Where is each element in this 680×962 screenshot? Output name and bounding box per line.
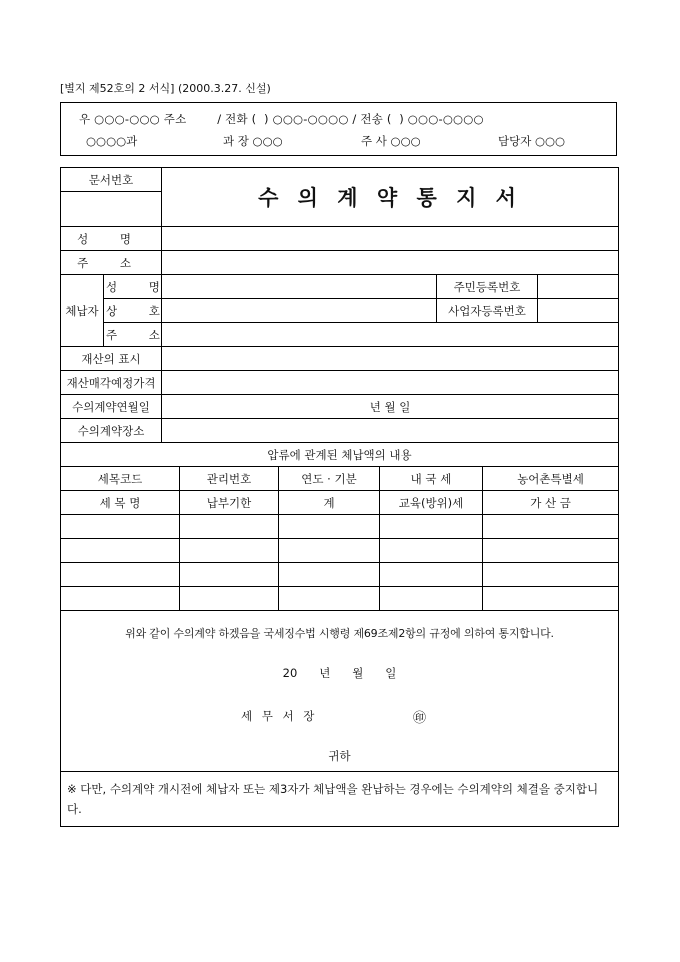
column-header: 내 국 세 — [380, 467, 483, 491]
table-cell[interactable] — [61, 515, 180, 539]
taxpayer-name-field[interactable] — [162, 275, 437, 299]
table-cell[interactable] — [483, 539, 619, 563]
table-cell[interactable] — [180, 539, 279, 563]
form-number-note: [별지 제52호의 2 서식] (2000.3.27. 신설) — [60, 82, 271, 95]
contract-date-label: 수의계약연월일 — [61, 395, 162, 419]
taxpayer-address-field[interactable] — [162, 323, 619, 347]
footnote: ※ 다만, 수의계약 개시전에 체납자 또는 제3자가 체납액을 완납하는 경우에는 수의계약의 체결을 중지합니다. — [61, 772, 619, 827]
addressee-label: 귀하 — [328, 749, 351, 763]
column-header: 농어촌특별세 — [483, 467, 619, 491]
person-in-charge: 담당자 ○○○ — [498, 134, 566, 148]
notice-statement: 위와 같이 수의계약 하겠음을 국세징수법 시행령 제69조제2항의 규정에 의하여 통지합니다. — [125, 627, 554, 640]
column-header: 계 — [279, 491, 380, 515]
table-cell[interactable] — [180, 563, 279, 587]
table-cell[interactable] — [61, 539, 180, 563]
sale-price-field[interactable] — [162, 371, 619, 395]
seal-mark: ㊞ — [413, 711, 427, 726]
name-label: 성 명 — [61, 227, 162, 251]
doc-number-field[interactable] — [61, 192, 162, 227]
contract-place-field[interactable] — [162, 419, 619, 443]
column-header: 가 산 금 — [483, 491, 619, 515]
table-cell[interactable] — [380, 563, 483, 587]
taxpayer-trade-field[interactable] — [162, 299, 437, 323]
table-cell[interactable] — [483, 587, 619, 611]
name-field[interactable] — [162, 227, 619, 251]
sale-price-label: 재산매각예정가격 — [61, 371, 162, 395]
column-header: 세목코드 — [61, 467, 180, 491]
table-cell[interactable] — [380, 515, 483, 539]
taxpayer-name-label: 성 명 — [104, 275, 162, 299]
property-field[interactable] — [162, 347, 619, 371]
page-title: 수 의 계 약 통 지 서 — [162, 168, 619, 227]
notice-date: 20 년 월 일 — [282, 666, 397, 680]
column-header: 납부기한 — [180, 491, 279, 515]
table-cell[interactable] — [61, 563, 180, 587]
property-label: 재산의 표시 — [61, 347, 162, 371]
business-number-field[interactable] — [538, 299, 619, 323]
table-cell[interactable] — [279, 515, 380, 539]
table-cell[interactable] — [483, 515, 619, 539]
contract-notice-form — [60, 167, 619, 827]
address-label: 주 소 — [61, 251, 162, 275]
table-cell[interactable] — [279, 587, 380, 611]
table-row — [61, 539, 619, 563]
address-field[interactable] — [162, 251, 619, 275]
section-chief: 과 장 ○○○ — [223, 134, 283, 148]
seizure-section-header: 압류에 관계된 체납액의 내용 — [61, 443, 619, 467]
table-cell[interactable] — [279, 539, 380, 563]
sender-info-box — [60, 102, 617, 156]
officer-name: 주 사 ○○○ — [361, 134, 421, 148]
taxpayer-trade-label: 상 호 — [104, 299, 162, 323]
taxpayer-label: 체납자 — [61, 275, 104, 347]
table-row — [61, 515, 619, 539]
column-header: 세 목 명 — [61, 491, 180, 515]
contract-place-label: 수의계약장소 — [61, 419, 162, 443]
tax-office-head: 세 무 서 장 — [241, 709, 318, 723]
table-cell[interactable] — [61, 587, 180, 611]
business-number-label: 사업자등록번호 — [437, 299, 538, 323]
table-cell[interactable] — [180, 515, 279, 539]
resident-number-field[interactable] — [538, 275, 619, 299]
table-row — [61, 563, 619, 587]
table-cell[interactable] — [180, 587, 279, 611]
table-cell[interactable] — [483, 563, 619, 587]
sender-address-line: 우 ○○○-○○○ 주소 / 전화 ( ) ○○○-○○○○ / 전송 ( ) ○○○-○○○○ — [79, 112, 484, 126]
column-header: 연도 · 기분 — [279, 467, 380, 491]
department-name: ○○○○과 — [86, 134, 138, 148]
resident-number-label: 주민등록번호 — [437, 275, 538, 299]
table-row — [61, 587, 619, 611]
table-cell[interactable] — [380, 587, 483, 611]
table-cell[interactable] — [279, 563, 380, 587]
column-header: 교육(방위)세 — [380, 491, 483, 515]
contract-date-field[interactable]: 년 월 일 — [162, 395, 619, 419]
taxpayer-address-label: 주 소 — [104, 323, 162, 347]
column-header: 관리번호 — [180, 467, 279, 491]
table-cell[interactable] — [380, 539, 483, 563]
doc-number-label: 문서번호 — [61, 168, 162, 192]
notice-body — [61, 611, 619, 772]
